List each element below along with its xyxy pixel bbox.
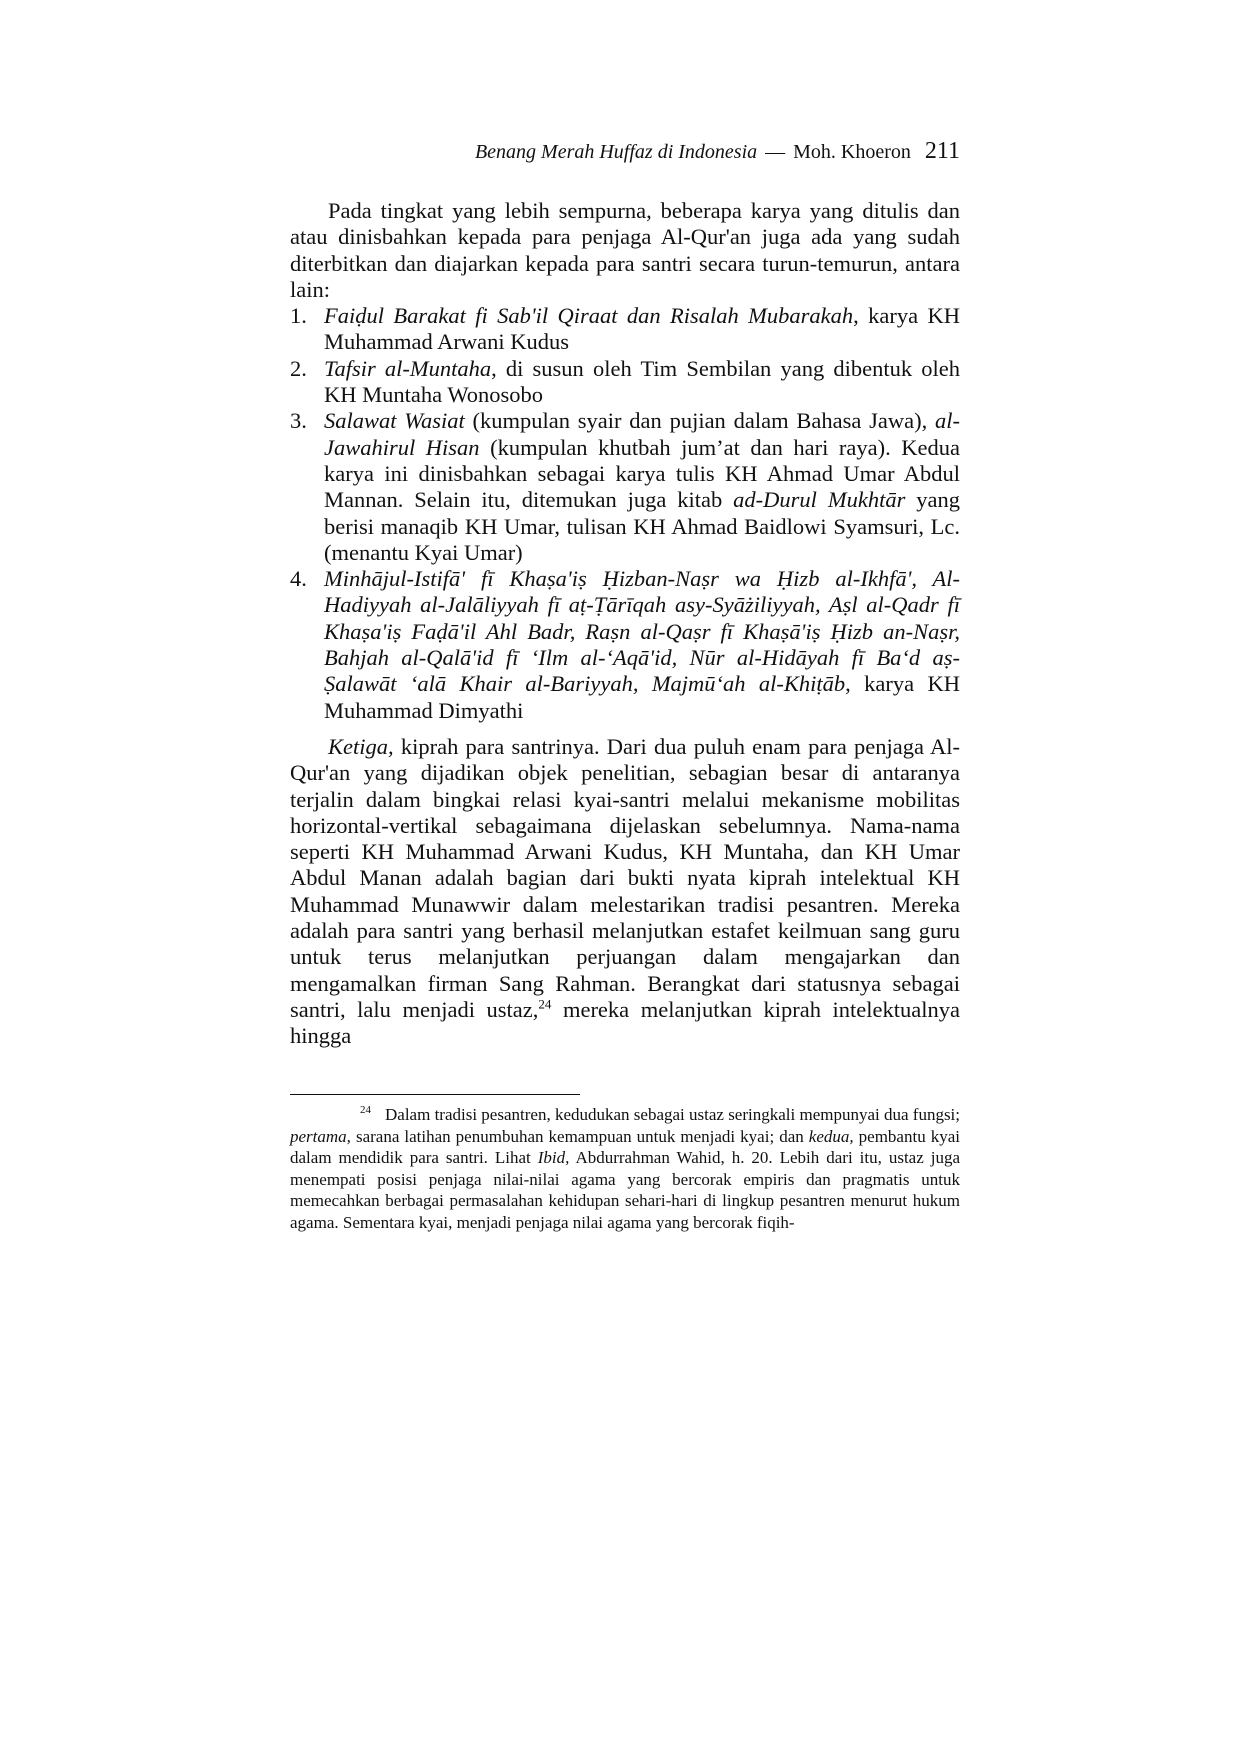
list-item-number: 3. xyxy=(290,408,307,434)
work-title: Salawat Wasiat xyxy=(324,408,465,434)
body-text xyxy=(290,198,960,1050)
work-description: yang berisi manaqib KH Umar, tulisan KH Ahmad Baidlowi Syamsuri, Lc. (menantu Kyai Umar) xyxy=(324,487,960,565)
list-item-number: 1. xyxy=(290,303,307,329)
list-item-number: 2. xyxy=(290,355,307,381)
paragraph-text: kiprah para santrinya. Dari dua puluh enam para penjaga Al-Qur'an yang dijadikan objek penelitian, sebagian besar di antaranya terjalin dalam bingkai relasi kyai-santri melalui mekanisme mobilitas horizontal-vertikal sebagaimana dijelaskan sebelumnya. Nama-nama seperti KH Muhammad Arwani Kudus, KH Muntaha, dan KH Umar Abdul Manan adalah bagian dari bukti nyata kiprah intelektual KH Muhammad Munawwir dalam melestarikan tradisi pesantren. Mereka adalah para santri yang berhasil melanjutkan estafet keilmuan sang guru untuk terus melanjutkan perjuangan dalam mengajarkan dan mengamalkan firman Sang Rahman. Berangkat dari statusnya sebagai santri, lalu menjadi ustaz, xyxy=(290,733,960,1022)
paragraph-lead: Ketiga, xyxy=(328,733,394,759)
footnote-reference[interactable]: 24 xyxy=(538,996,552,1012)
list-item xyxy=(290,408,960,566)
footnote-text-part: Abdurrahman Wahid, h. 20. Lebih dari itu, ustaz juga menempati posisi penjaga nilai-nilai agama yang bercorak empiris dan pragmatis untuk memecahkan berbagai permasalahan kehidupan sehari-hari di lingkup pesantren menurut hukum agama. Sementara kyai, menjadi penjaga nilai agama yang bercorak fiqih- xyxy=(290,1148,960,1232)
footnote-emphasis: pertama, xyxy=(290,1126,351,1146)
works-list xyxy=(290,303,960,724)
footnote-emphasis: Ibid, xyxy=(537,1148,570,1167)
work-title: Tafsir al-Muntaha xyxy=(324,355,492,381)
list-item xyxy=(290,303,960,356)
work-description: , karya KH Muhammad Arwani Kudus xyxy=(324,303,961,355)
paragraph-ketiga xyxy=(290,734,960,1050)
running-header-book-title: Benang Merah Huffaz di Indonesia xyxy=(474,141,758,163)
work-title: ad-Durul Mukhtār xyxy=(733,487,906,513)
list-item-text xyxy=(324,356,960,409)
work-title: Minhājul-Istifā' fī Khaṣa'iṣ Ḥizban-Naṣr wa Ḥizb al-Ikhfā', Al-Hadiyyah al-Jalāliyyah fī aṭ-Ṭārīqah asy-Syāżiliyyah, Aṣl al-Qadr fī Khaṣa'iṣ Faḍā'il Ahl Badr, Raṣn al-Qaṣr fī Khaṣā'iṣ Ḥizb an-Naṣr, Bahjah al-Qalā'id fī ‘Ilm al-‘Aqā'id, Nūr al-Hidāyah fī Ba‘d aṣ-Ṣalawāt ‘alā Khair al-Bariyyah, Majmū‘ah al-Khiṭāb xyxy=(324,566,960,697)
footnote-text-part: pembantu kyai dalam mendidik para santri. Lihat xyxy=(290,1126,960,1167)
paragraph-text-continued: mereka melanjutkan kiprah intelektualnya hingga xyxy=(290,996,961,1049)
list-item-text xyxy=(324,408,960,566)
work-description: (kumpulan khutbah jum’at dan hari raya). Kedua karya ini dinisbahkan sebagai karya tulis KH Ahmad Umar Abdul Mannan. Selain itu, ditemukan juga kitab xyxy=(324,434,960,513)
running-header-separator: — xyxy=(765,141,786,163)
list-item-text xyxy=(324,566,960,724)
work-title: Faiḍul Barakat fi Sab'il Qiraat dan Risalah Mubarakah xyxy=(324,303,854,329)
footnote-marker: 24 xyxy=(360,1104,371,1117)
list-item xyxy=(290,566,960,724)
page-number: 211 xyxy=(924,138,960,164)
work-description: , karya KH Muhammad Dimyathi xyxy=(324,671,960,723)
running-header-author: Moh. Khoeron xyxy=(793,141,911,163)
work-description: (kumpulan syair dan pujian dalam Bahasa Jawa), xyxy=(464,408,935,434)
footnote-divider xyxy=(290,1094,580,1095)
work-description: , di susun oleh Tim Sembilan yang dibentuk oleh KH Muntaha Wonosobo xyxy=(324,355,960,408)
paragraph-intro: Pada tingkat yang lebih sempurna, beberapa karya yang ditulis dan atau dinisbahkan kepada para penjaga Al-Qur'an juga ada yang sudah diterbitkan dan diajarkan kepada para santri secara turun-temurun, antara lain: xyxy=(290,198,960,302)
list-item-text xyxy=(324,303,960,356)
footnote-text-part: sarana latihan penumbuhan kemampuan untuk menjadi kyai; dan xyxy=(350,1126,809,1146)
footnote-emphasis: kedua, xyxy=(808,1126,854,1146)
list-item-number: 4. xyxy=(290,566,307,592)
footnote xyxy=(290,1104,960,1233)
footnote-text xyxy=(290,1104,960,1233)
work-title: al-Jawahirul Hisan xyxy=(324,408,960,460)
running-header xyxy=(290,138,960,178)
footnote-text-part: Dalam tradisi pesantren, kedudukan sebagai ustaz seringkali mempunyai dua fungsi; xyxy=(385,1105,961,1124)
list-item xyxy=(290,356,960,409)
